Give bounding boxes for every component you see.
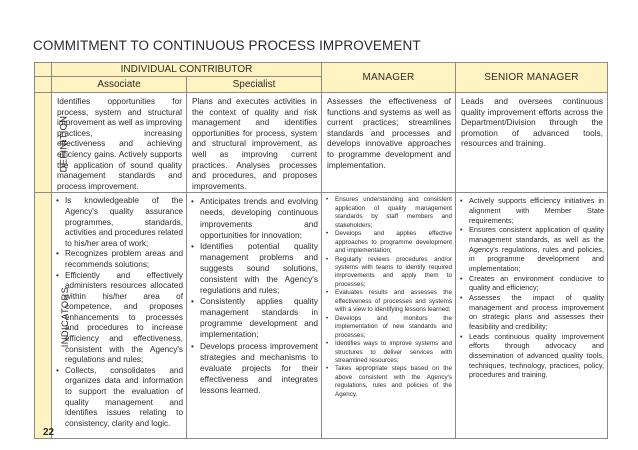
header-individual-contributor: INDIVIDUAL CONTRIBUTOR bbox=[52, 63, 322, 77]
indicator-item: • Takes appropriate steps based on the above consistent with the Agency's regulations, rules and policies of the Agency. bbox=[326, 365, 452, 399]
indicator-item: • Regularly reviews procedures and/or systems with teams to identify required improvements and apply them to processes; bbox=[326, 256, 452, 290]
indicator-item: • Leads continuous quality improvement efforts through advocacy and dissemination of advanced quality tools, techniques, technology, practices, policy, procedures and training. bbox=[460, 332, 604, 380]
indicator-item: • Develops process improvement strategies and mechanisms to evaluate projects for their effectiveness and integrates lessons learned. bbox=[191, 341, 318, 396]
indicator-item: • Develops and monitors the implementation of new standards and processes; bbox=[326, 315, 452, 340]
page-title: COMMITMENT TO CONTINUOUS PROCESS IMPROVEMENT bbox=[33, 38, 421, 53]
indicators-manager bbox=[322, 193, 456, 439]
page-number: 22 bbox=[43, 427, 55, 438]
indicator-item: • Identifies potential quality management problems and suggests sound solutions, consistent with the Agency's regulations and rules; bbox=[191, 241, 318, 296]
indicator-item: • Evaluates results and assesses the effectiveness of processes and systems with a view to identifying lessons learned; bbox=[326, 289, 452, 314]
header-side-blank bbox=[35, 63, 52, 77]
row-label-definition bbox=[35, 93, 69, 193]
indicator-item: • Is knowledgeable of the Agency's quality assurance programmes, standards, activities and procedures related to his/her area of work; bbox=[56, 196, 183, 249]
indicator-item: • Ensures understanding and consistent application of quality management standards by staff members and stakeholders; bbox=[326, 196, 452, 230]
indicator-item: • Collects, consolidates and organizes data and information to support the evaluation of quality management and identifies issues relating to consistency, clarity and logic. bbox=[56, 366, 183, 430]
row-label-indicators bbox=[35, 193, 71, 439]
indicators-label: INDICATORS bbox=[60, 286, 71, 347]
indicator-item: • Identifies ways to improve systems and structures to deliver services with streamlined resources; bbox=[326, 340, 452, 365]
definition-manager: Assesses the effectiveness of functions and systems as well as current practices; streamlines standards and processes and develops innovative approaches to programme development and implementation. bbox=[322, 93, 456, 193]
header-associate: Associate bbox=[52, 77, 187, 93]
indicators-associate bbox=[52, 193, 187, 439]
definition-label: DEFINITION bbox=[58, 115, 69, 173]
indicator-item: • Creates an environment conducive to quality and efficiency; bbox=[460, 274, 604, 293]
definition-associate: Identifies opportunities for process, system and structural improvement as well as improving practices, increasing effectiveness and achieving efficiency gains. Actively supports the application of sound quality management standards and process improvement. bbox=[52, 93, 187, 193]
indicator-item: • Anticipates trends and evolving needs, developing continuous improvements and opportunities for innovation; bbox=[191, 196, 318, 240]
indicator-item: • Actively supports efficiency initiatives in alignment with Member State requirements; bbox=[460, 196, 604, 225]
header-side-blank-2 bbox=[35, 77, 52, 93]
indicator-item: • Develops and applies effective approaches to programme development and implementation; bbox=[326, 230, 452, 255]
definition-specialist: Plans and executes activities in the context of quality and risk management and identifies opportunities for process, system and structural improvement, as well as improving current practices. Analyses processes and procedures, and proposes improvements. bbox=[187, 93, 322, 193]
definition-senior-manager: Leads and oversees continuous quality improvement efforts across the Department/Division through the promotion of advanced tools, resources and training. bbox=[456, 93, 608, 193]
indicators-specialist bbox=[187, 193, 322, 439]
indicator-item: • Assesses the impact of quality management and process improvement on strategic plans and assesses their feasibility and credibility; bbox=[460, 293, 604, 332]
indicator-item: • Efficiently and effectively administers resources allocated within his/her area of competence, and proposes enhancements to processes and procedures to increase efficiency and effectiveness, consistent with the Agency's regulations and rules; bbox=[56, 271, 183, 366]
indicators-senior-manager bbox=[456, 193, 608, 439]
header-manager: MANAGER bbox=[322, 63, 456, 93]
header-senior-manager: SENIOR MANAGER bbox=[456, 63, 608, 93]
indicator-item: • Recognizes problem areas and recommends solutions; bbox=[56, 249, 183, 270]
competency-table bbox=[34, 62, 608, 439]
header-specialist: Specialist bbox=[187, 77, 322, 93]
indicator-item: • Consistently applies quality management standards in programme development and implementation; bbox=[191, 296, 318, 340]
indicator-item: • Ensures consistent application of quality management standards, as well as the Agency's regulations, rules and policies, in programme development and implementation; bbox=[460, 225, 604, 273]
